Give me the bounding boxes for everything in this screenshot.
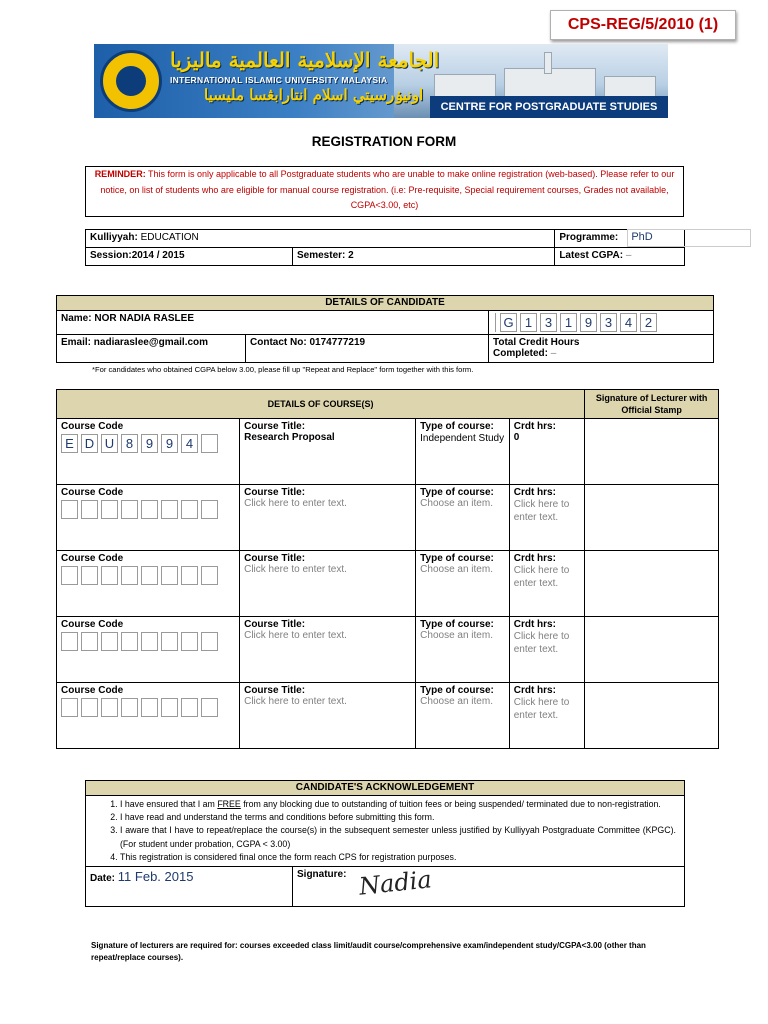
course-code-char[interactable] (141, 632, 158, 651)
credit-hours-value[interactable]: Click here to enter text. (513, 631, 570, 655)
course-code-char[interactable] (121, 698, 138, 717)
course-title-value[interactable]: Click here to enter text. (244, 630, 347, 641)
lecturer-signature-cell[interactable] (585, 617, 719, 683)
signature-label: Signature: (297, 869, 347, 881)
cgpa-note: *For candidates who obtained CGPA below 3.00, please fill up "Repeat and Replace" form together with this form. (92, 365, 474, 374)
email-value[interactable]: nadiaraslee@gmail.com (93, 337, 209, 348)
course-type-value[interactable]: Choose an item. (420, 564, 493, 575)
course-code-char[interactable]: 9 (141, 434, 158, 453)
course-code-char[interactable] (81, 698, 98, 717)
course-code-char[interactable] (141, 698, 158, 717)
matric-digit[interactable]: 1 (560, 313, 577, 332)
course-code-label: Course Code (61, 421, 124, 432)
credit-hours-label: Crdt hrs: (513, 553, 556, 564)
course-code-char[interactable] (141, 500, 158, 519)
course-code-char[interactable]: U (101, 434, 118, 453)
acknowledgement-item: 1. I have ensured that I am FREE from any blocking due to outstanding of tuition fees or being suspended/ terminated due to non-registration. (120, 798, 684, 811)
matric-digit[interactable]: 3 (600, 313, 617, 332)
session-value[interactable]: 2014 / 2015 (131, 250, 185, 261)
lecturer-signature-cell[interactable] (585, 683, 719, 749)
course-title-label: Course Title: (244, 421, 306, 432)
course-type-label: Type of course: (420, 619, 494, 630)
course-code-char[interactable] (121, 500, 138, 519)
credit-hours-label: Crdt hrs: (513, 685, 556, 696)
course-type-label: Type of course: (420, 553, 494, 564)
lecturer-signature-cell[interactable] (585, 419, 719, 485)
university-name: INTERNATIONAL ISLAMIC UNIVERSITY MALAYSIA (170, 75, 388, 85)
course-title-label: Course Title: (244, 553, 306, 564)
session-label: Session: (90, 250, 132, 261)
course-code-label: Course Code (61, 553, 124, 564)
credit-hours-value[interactable]: Click here to enter text. (513, 499, 570, 523)
contact-label: Contact No: (250, 337, 307, 348)
programme-value[interactable]: PhD (627, 229, 751, 247)
course-code-boxes[interactable] (61, 698, 235, 717)
course-code-char[interactable] (201, 698, 218, 717)
acknowledgement-table (85, 780, 685, 907)
candidate-section-title: DETAILS OF CANDIDATE (57, 296, 714, 311)
credit-hours-label: Crdt hrs: (513, 619, 556, 630)
course-code-label: Course Code (61, 487, 124, 498)
matric-digit[interactable]: 1 (520, 313, 537, 332)
course-code-char[interactable] (61, 698, 78, 717)
course-title-label: Course Title: (244, 619, 306, 630)
centre-name: CENTRE FOR POSTGRADUATE STUDIES (430, 96, 668, 118)
course-row (57, 683, 719, 749)
iium-logo-icon (100, 50, 162, 112)
course-code-char[interactable] (101, 500, 118, 519)
course-code-char[interactable] (121, 632, 138, 651)
contact-value[interactable]: 0174777219 (309, 337, 366, 348)
credit-completed-label: Completed: (493, 348, 548, 359)
course-code-char[interactable] (101, 566, 118, 585)
course-code-boxes[interactable] (61, 566, 235, 585)
course-row (57, 617, 719, 683)
semester-value[interactable]: 2 (348, 250, 354, 261)
credit-hours-value[interactable]: Click here to enter text. (513, 565, 570, 589)
free-emphasis: FREE (217, 799, 241, 809)
matric-digit[interactable]: G (500, 313, 517, 332)
course-row (57, 419, 719, 485)
course-type-label: Type of course: (420, 421, 494, 432)
date-value[interactable]: 11 Feb. 2015 (117, 869, 194, 885)
matric-digit[interactable]: 2 (640, 313, 657, 332)
semester-label: Semester: (297, 250, 346, 261)
credit-hours-value[interactable]: Click here to enter text. (513, 697, 570, 721)
acknowledgement-item: 3. I aware that I have to repeat/replace the course(s) in the subsequent semester unless justified by Kulliyyah Postgraduate Committee (KPGC). (For student under probation, CGPA < 3.00) (120, 824, 684, 850)
course-section-title: DETAILS OF COURSE(S) (57, 390, 585, 419)
credit-hours-label: Crdt hrs: (513, 487, 556, 498)
course-type-value[interactable]: Choose an item. (420, 498, 493, 509)
email-label: Email: (61, 337, 92, 348)
course-code-char[interactable] (201, 434, 218, 453)
kulliyyah-label: Kulliyyah: (90, 232, 138, 243)
reminder-text: This form is only applicable to all Postgraduate students who are unable to make online registration (web-based). Please refer to our notice, on list of students who are eligible for manual course registration. (i.e: Pre-requisite, Special requirement courses, Grades not available, CGPA<3.00, etc) (100, 169, 675, 210)
kulliyyah-value[interactable]: EDUCATION (140, 232, 199, 243)
course-title-value[interactable]: Click here to enter text. (244, 564, 347, 575)
credit-hours-label: Total Credit Hours (493, 337, 580, 348)
course-code-char[interactable]: E (61, 434, 78, 453)
course-code-char[interactable] (61, 566, 78, 585)
course-code-char[interactable] (161, 632, 178, 651)
course-code-char[interactable] (181, 500, 198, 519)
course-code-char[interactable]: 8 (121, 434, 138, 453)
course-code-char[interactable] (121, 566, 138, 585)
acknowledgement-item: 4. This registration is considered final once the form reach CPS for registration purposes. (120, 851, 684, 864)
course-code-char[interactable] (81, 566, 98, 585)
course-code-boxes[interactable] (61, 500, 235, 519)
course-code-char[interactable] (101, 698, 118, 717)
course-code-char[interactable] (201, 632, 218, 651)
course-row (57, 551, 719, 617)
course-code-label: Course Code (61, 619, 124, 630)
acknowledgement-list (86, 798, 684, 864)
university-banner (94, 44, 668, 118)
credit-hours-label: Crdt hrs: (513, 421, 556, 432)
course-code-char[interactable] (181, 566, 198, 585)
candidate-signature[interactable]: Nadia (357, 865, 433, 901)
credit-hours-value[interactable]: 0 (513, 432, 520, 443)
matric-digit[interactable]: 4 (620, 313, 637, 332)
course-code-char[interactable] (81, 500, 98, 519)
matric-digit[interactable]: 3 (540, 313, 557, 332)
course-type-value[interactable]: Choose an item. (420, 696, 493, 707)
course-code-char[interactable] (161, 500, 178, 519)
course-title-label: Course Title: (244, 487, 306, 498)
form-reference-code: CPS-REG/5/2010 (1) (550, 10, 736, 40)
course-code-boxes[interactable] (61, 434, 235, 453)
cgpa-value[interactable]: – (625, 250, 632, 261)
course-code-char[interactable] (101, 632, 118, 651)
matric-digit[interactable]: 9 (580, 313, 597, 332)
course-details-table (56, 389, 719, 749)
arabic-university-name: الجامعة الإسلامية العالمية ماليزيا (170, 48, 440, 72)
course-type-value[interactable]: Choose an item. (420, 630, 493, 641)
course-code-char[interactable] (201, 500, 218, 519)
course-code-char[interactable] (201, 566, 218, 585)
course-code-char[interactable]: D (81, 434, 98, 453)
acknowledgement-title: CANDIDATE'S ACKNOWLEDGEMENT (86, 781, 685, 796)
course-type-value[interactable]: Independent Study (420, 433, 505, 444)
course-code-char[interactable] (161, 566, 178, 585)
footer-note: Signature of lecturers are required for: courses exceeded class limit/audit course/comprehensive exam/independent study/CGPA<3.00 (other than repeat/replace courses). (91, 941, 646, 962)
candidate-name[interactable]: NOR NADIA RASLEE (94, 313, 194, 324)
course-code-char[interactable] (141, 566, 158, 585)
date-label: Date: (90, 873, 116, 885)
programme-label: Programme: (559, 232, 619, 243)
course-code-char[interactable]: 4 (181, 434, 198, 453)
course-title-value[interactable]: Click here to enter text. (244, 696, 347, 707)
course-code-char[interactable] (181, 632, 198, 651)
reminder-box (85, 166, 684, 217)
form-title: REGISTRATION FORM (311, 134, 457, 149)
course-type-label: Type of course: (420, 487, 494, 498)
course-code-char[interactable]: 9 (161, 434, 178, 453)
course-title-value[interactable]: Click here to enter text. (244, 498, 347, 509)
lecturer-signature-cell[interactable] (585, 551, 719, 617)
course-code-boxes[interactable] (61, 632, 235, 651)
cgpa-label: Latest CGPA: (559, 250, 624, 261)
course-row (57, 485, 719, 551)
acknowledgement-item: 2. I have read and understand the terms and conditions before submitting this form. (120, 811, 684, 824)
jawi-university-name: اونيۏرسيتي اسلام انتارابڠسا مليسيا (204, 86, 424, 104)
course-code-char[interactable] (61, 632, 78, 651)
course-code-char[interactable] (61, 500, 78, 519)
name-label: Name: (61, 313, 92, 324)
credit-completed-value[interactable]: – (550, 348, 557, 359)
course-code-char[interactable] (81, 632, 98, 651)
lecturer-signature-cell[interactable] (585, 485, 719, 551)
course-code-char[interactable] (181, 698, 198, 717)
course-title-value[interactable]: Research Proposal (244, 432, 335, 443)
lecturer-signature-header: Signature of Lecturer with Official Stamp (585, 390, 719, 419)
course-code-char[interactable] (161, 698, 178, 717)
course-code-label: Course Code (61, 685, 124, 696)
matric-number-boxes[interactable] (495, 313, 709, 332)
course-type-label: Type of course: (420, 685, 494, 696)
reminder-label: REMINDER: (94, 169, 146, 179)
candidate-details-table (56, 295, 714, 363)
session-info-table (85, 229, 685, 266)
course-title-label: Course Title: (244, 685, 306, 696)
